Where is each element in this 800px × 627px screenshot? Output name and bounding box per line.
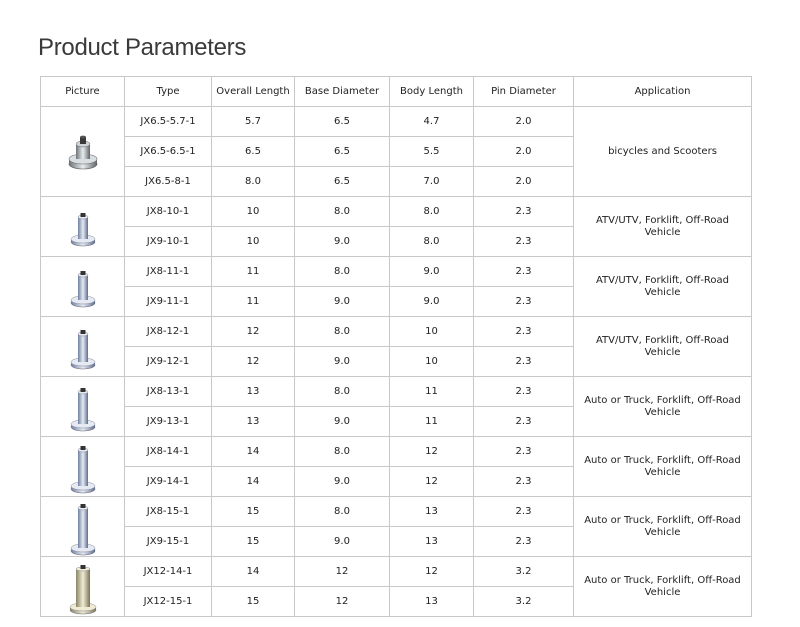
header-application: Application xyxy=(574,77,752,107)
stud-14-icon xyxy=(45,440,120,494)
header-picture: Picture xyxy=(41,77,125,107)
body-length-cell: 12 xyxy=(390,557,474,587)
table-row xyxy=(41,197,752,227)
table-row xyxy=(41,377,752,407)
body-length-cell: 12 xyxy=(390,467,474,497)
pin-diameter-cell: 2.3 xyxy=(474,527,574,557)
overall-length-cell: 13 xyxy=(212,377,295,407)
overall-length-cell: 14 xyxy=(212,467,295,497)
body-length-cell: 8.0 xyxy=(390,197,474,227)
base-diameter-cell: 6.5 xyxy=(295,107,390,137)
pin-diameter-cell: 2.0 xyxy=(474,107,574,137)
base-diameter-cell: 8.0 xyxy=(295,317,390,347)
type-cell: JX9-14-1 xyxy=(125,467,212,497)
overall-length-cell: 6.5 xyxy=(212,137,295,167)
stud-15-icon xyxy=(45,498,120,556)
header-base-diameter: Base Diameter xyxy=(295,77,390,107)
picture-cell xyxy=(41,557,125,617)
stud-brass-icon xyxy=(45,559,120,615)
overall-length-cell: 8.0 xyxy=(212,167,295,197)
base-diameter-cell: 9.0 xyxy=(295,527,390,557)
pin-diameter-cell: 2.0 xyxy=(474,137,574,167)
page-title: Product Parameters xyxy=(38,34,247,61)
header-row xyxy=(41,77,752,107)
base-diameter-cell: 9.0 xyxy=(295,287,390,317)
body-length-cell: 13 xyxy=(390,527,474,557)
pin-diameter-cell: 2.0 xyxy=(474,167,574,197)
type-cell: JX9-10-1 xyxy=(125,227,212,257)
pin-diameter-cell: 2.3 xyxy=(474,287,574,317)
overall-length-cell: 14 xyxy=(212,437,295,467)
base-diameter-cell: 6.5 xyxy=(295,167,390,197)
application-cell: Auto or Truck, Forklift, Off-Road Vehicle xyxy=(574,377,752,437)
picture-cell xyxy=(41,317,125,377)
overall-length-cell: 15 xyxy=(212,587,295,617)
type-cell: JX8-15-1 xyxy=(125,497,212,527)
overall-length-cell: 15 xyxy=(212,527,295,557)
body-length-cell: 4.7 xyxy=(390,107,474,137)
stud-13-icon xyxy=(45,382,120,432)
parameters-table xyxy=(40,76,752,617)
table-row xyxy=(41,497,752,527)
overall-length-cell: 10 xyxy=(212,227,295,257)
picture-cell xyxy=(41,197,125,257)
overall-length-cell: 12 xyxy=(212,317,295,347)
base-diameter-cell: 9.0 xyxy=(295,407,390,437)
type-cell: JX6.5-5.7-1 xyxy=(125,107,212,137)
overall-length-cell: 5.7 xyxy=(212,107,295,137)
header-pin-diameter: Pin Diameter xyxy=(474,77,574,107)
body-length-cell: 5.5 xyxy=(390,137,474,167)
base-diameter-cell: 8.0 xyxy=(295,437,390,467)
picture-cell xyxy=(41,257,125,317)
overall-length-cell: 13 xyxy=(212,407,295,437)
application-cell: ATV/UTV, Forklift, Off-Road Vehicle xyxy=(574,257,752,317)
overall-length-cell: 11 xyxy=(212,257,295,287)
base-diameter-cell: 8.0 xyxy=(295,257,390,287)
type-cell: JX6.5-6.5-1 xyxy=(125,137,212,167)
base-diameter-cell: 9.0 xyxy=(295,347,390,377)
type-cell: JX6.5-8-1 xyxy=(125,167,212,197)
base-diameter-cell: 12 xyxy=(295,557,390,587)
application-cell: Auto or Truck, Forklift, Off-Road Vehicle xyxy=(574,437,752,497)
type-cell: JX8-13-1 xyxy=(125,377,212,407)
pin-diameter-cell: 2.3 xyxy=(474,437,574,467)
body-length-cell: 8.0 xyxy=(390,227,474,257)
picture-cell xyxy=(41,497,125,557)
pin-diameter-cell: 2.3 xyxy=(474,467,574,497)
pin-diameter-cell: 2.3 xyxy=(474,407,574,437)
picture-cell xyxy=(41,107,125,197)
application-cell: Auto or Truck, Forklift, Off-Road Vehicle xyxy=(574,497,752,557)
base-diameter-cell: 8.0 xyxy=(295,197,390,227)
pin-diameter-cell: 2.3 xyxy=(474,257,574,287)
table-row xyxy=(41,317,752,347)
stud-12-icon xyxy=(45,324,120,370)
pin-diameter-cell: 2.3 xyxy=(474,317,574,347)
type-cell: JX9-12-1 xyxy=(125,347,212,377)
type-cell: JX8-11-1 xyxy=(125,257,212,287)
stud-11-icon xyxy=(45,265,120,308)
type-cell: JX9-13-1 xyxy=(125,407,212,437)
pin-diameter-cell: 2.3 xyxy=(474,377,574,407)
base-diameter-cell: 8.0 xyxy=(295,497,390,527)
table-row xyxy=(41,557,752,587)
pin-diameter-cell: 2.3 xyxy=(474,227,574,257)
header-type: Type xyxy=(125,77,212,107)
base-diameter-cell: 6.5 xyxy=(295,137,390,167)
table-row xyxy=(41,437,752,467)
body-length-cell: 9.0 xyxy=(390,257,474,287)
pin-diameter-cell: 2.3 xyxy=(474,197,574,227)
picture-cell xyxy=(41,377,125,437)
type-cell: JX9-11-1 xyxy=(125,287,212,317)
application-cell: ATV/UTV, Forklift, Off-Road Vehicle xyxy=(574,317,752,377)
body-length-cell: 7.0 xyxy=(390,167,474,197)
table-row xyxy=(41,107,752,137)
base-diameter-cell: 12 xyxy=(295,587,390,617)
type-cell: JX9-15-1 xyxy=(125,527,212,557)
pin-diameter-cell: 3.2 xyxy=(474,587,574,617)
application-cell: ATV/UTV, Forklift, Off-Road Vehicle xyxy=(574,197,752,257)
picture-cell xyxy=(41,437,125,497)
body-length-cell: 9.0 xyxy=(390,287,474,317)
base-diameter-cell: 9.0 xyxy=(295,467,390,497)
overall-length-cell: 15 xyxy=(212,497,295,527)
stud-short-icon xyxy=(45,130,120,174)
header-body-length: Body Length xyxy=(390,77,474,107)
body-length-cell: 12 xyxy=(390,437,474,467)
body-length-cell: 11 xyxy=(390,407,474,437)
type-cell: JX8-14-1 xyxy=(125,437,212,467)
body-length-cell: 13 xyxy=(390,497,474,527)
body-length-cell: 10 xyxy=(390,347,474,377)
application-cell: bicycles and Scooters xyxy=(574,107,752,197)
stud-10-icon xyxy=(45,207,120,247)
pin-diameter-cell: 2.3 xyxy=(474,497,574,527)
body-length-cell: 10 xyxy=(390,317,474,347)
type-cell: JX12-14-1 xyxy=(125,557,212,587)
table-row xyxy=(41,257,752,287)
pin-diameter-cell: 2.3 xyxy=(474,347,574,377)
table-body xyxy=(41,107,752,617)
header-overall-length: Overall Length xyxy=(212,77,295,107)
application-cell: Auto or Truck, Forklift, Off-Road Vehicle xyxy=(574,557,752,617)
body-length-cell: 13 xyxy=(390,587,474,617)
type-cell: JX12-15-1 xyxy=(125,587,212,617)
type-cell: JX8-12-1 xyxy=(125,317,212,347)
overall-length-cell: 10 xyxy=(212,197,295,227)
overall-length-cell: 11 xyxy=(212,287,295,317)
body-length-cell: 11 xyxy=(390,377,474,407)
base-diameter-cell: 8.0 xyxy=(295,377,390,407)
pin-diameter-cell: 3.2 xyxy=(474,557,574,587)
base-diameter-cell: 9.0 xyxy=(295,227,390,257)
overall-length-cell: 12 xyxy=(212,347,295,377)
overall-length-cell: 14 xyxy=(212,557,295,587)
type-cell: JX8-10-1 xyxy=(125,197,212,227)
